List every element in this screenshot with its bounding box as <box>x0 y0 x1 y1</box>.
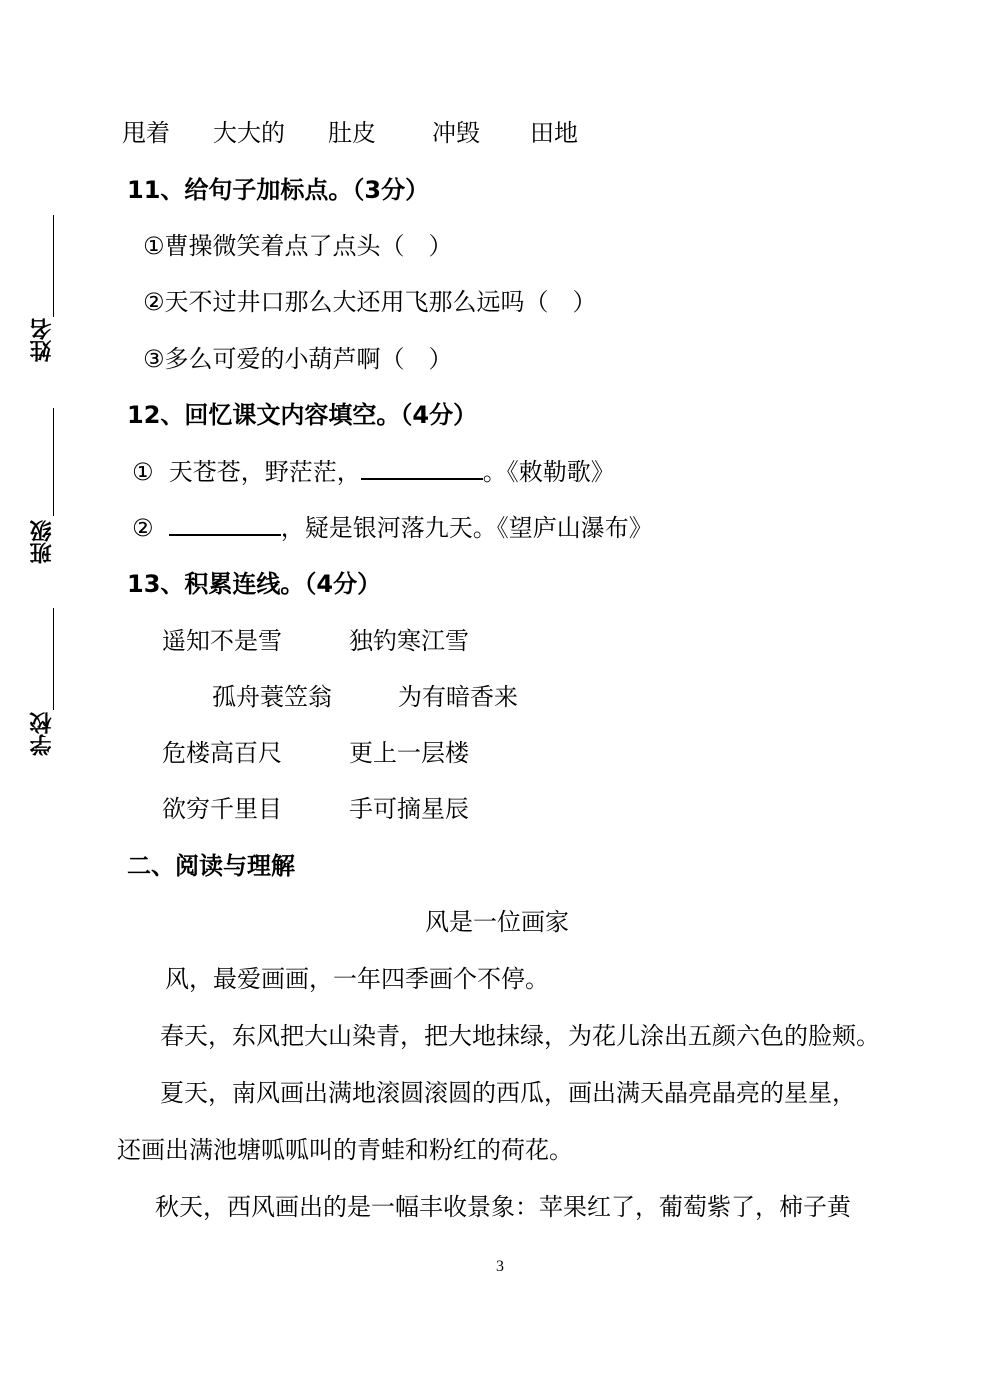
q12-item-1 <box>132 456 615 488</box>
school-underline <box>53 608 54 710</box>
match-right-item: 为有暗香来 <box>398 683 518 711</box>
passage-line: 还画出满池塘呱呱叫的青蛙和粉红的荷花。 <box>117 1136 573 1164</box>
match-left-item: 孤舟蓑笠翁 <box>212 683 332 711</box>
match-left-item: 危楼高百尺 <box>162 739 282 767</box>
q12-item-2 <box>132 512 653 544</box>
word-item: 甩着 <box>122 119 170 147</box>
match-right-item: 更上一层楼 <box>349 739 469 767</box>
passage-line: 风，最爱画画，一年四季画个不停。 <box>165 965 549 993</box>
q11-item: ②天不过井口那么大还用飞那么远吗（ ） <box>143 288 597 316</box>
section-2-title: 二、阅读与理解 <box>127 852 295 880</box>
class-underline <box>53 408 54 516</box>
question-12-title: 12、回忆课文内容填空。（4分） <box>127 401 478 429</box>
match-right-item: 手可摘星辰 <box>349 795 469 823</box>
passage-line: 夏天，南风画出满地滚圆滚圆的西瓜，画出满天晶亮晶亮的星星， <box>160 1079 856 1107</box>
q12-item-1-suffix: 。《敕勒歌》 <box>482 458 615 486</box>
q12-item-2-suffix: ，疑是银河落九天。《望庐山瀑布》 <box>280 514 653 542</box>
passage-line: 春天，东风把大山染青，把大地抹绿，为花儿涂出五颜六色的脸颊。 <box>160 1022 880 1050</box>
word-item: 冲毁 <box>432 119 480 147</box>
word-item: 肚皮 <box>328 119 376 147</box>
q11-item: ①曹操微笑着点了点头（ ） <box>143 232 453 260</box>
page-number: 3 <box>496 1258 504 1275</box>
q12-item-1-prefix: ① 天苍苍，野茫茫， <box>132 458 361 486</box>
match-left-item: 遥知不是雪 <box>162 627 282 655</box>
match-left-item: 欲穷千里目 <box>162 795 282 823</box>
passage-line: 秋天，西风画出的是一幅丰收景象：苹果红了，葡萄紫了，柿子黄 <box>155 1193 851 1221</box>
school-label: 学校 <box>30 712 55 756</box>
q11-item: ③多么可爱的小葫芦啊（ ） <box>143 345 453 373</box>
word-item: 田地 <box>530 119 578 147</box>
fill-blank[interactable] <box>361 456 483 480</box>
fill-blank[interactable] <box>169 512 281 536</box>
passage-title: 风是一位画家 <box>425 908 569 936</box>
class-label: 班级 <box>30 520 55 564</box>
name-underline <box>53 215 54 317</box>
question-11-title: 11、给句子加标点。（3分） <box>127 176 430 204</box>
word-item: 大大的 <box>213 119 285 147</box>
name-label: 姓名 <box>30 318 55 362</box>
match-right-item: 独钓寒江雪 <box>349 627 469 655</box>
question-13-title: 13、积累连线。（4分） <box>127 570 382 598</box>
q12-item-2-prefix: ② <box>132 514 169 542</box>
